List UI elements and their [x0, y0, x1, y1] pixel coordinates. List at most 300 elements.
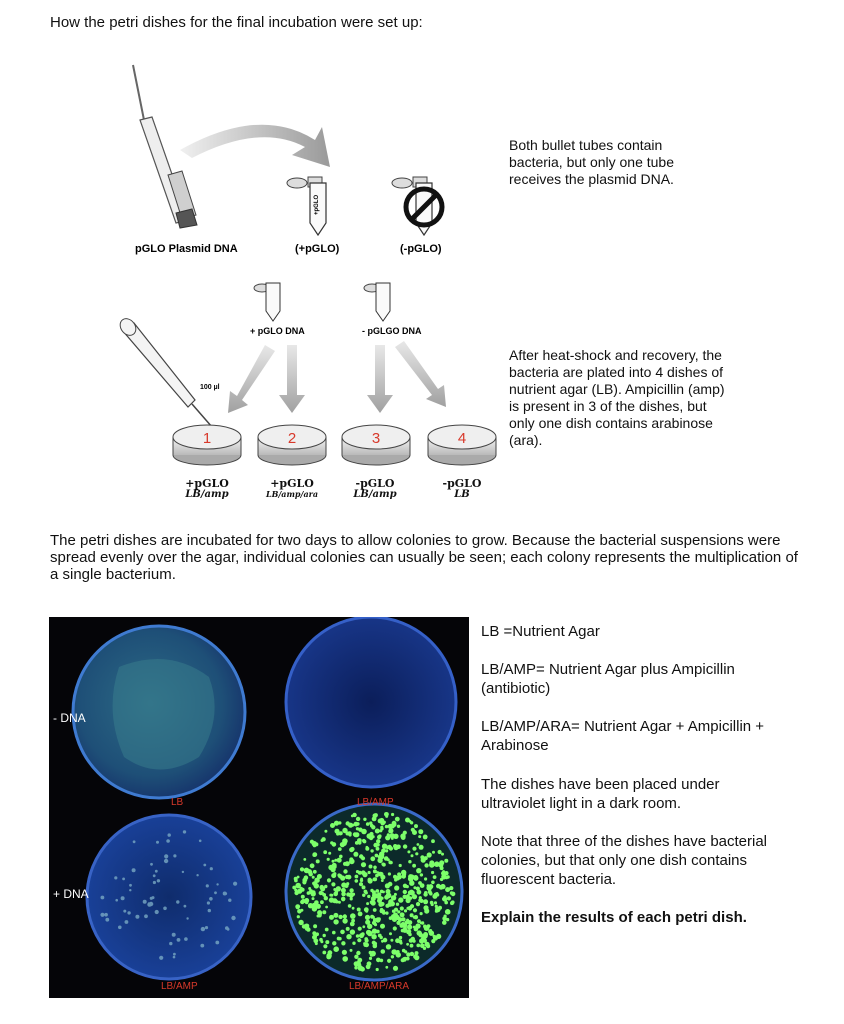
colony-dot — [323, 850, 327, 854]
colony-dot — [385, 911, 388, 914]
colony-dot — [406, 896, 410, 900]
colony-dot — [332, 860, 335, 863]
colony-dot — [412, 894, 417, 899]
colony-dot — [302, 880, 306, 884]
colony-dot — [337, 858, 342, 863]
colony-dot — [400, 942, 403, 945]
colony-dot — [365, 847, 369, 851]
colony-dot — [224, 892, 227, 895]
colony-dot — [320, 900, 324, 904]
colony-dot — [416, 944, 420, 948]
colony-dot — [427, 924, 431, 928]
plate-lbamp-minus — [286, 617, 456, 787]
colony-dot — [362, 925, 365, 928]
colony-dot — [308, 887, 311, 890]
colony-dot — [346, 934, 351, 939]
colony-dot — [294, 891, 298, 895]
colony-dot — [380, 909, 385, 914]
colony-dot — [417, 843, 420, 846]
colony-dot — [327, 858, 330, 861]
colony-dot — [207, 901, 210, 904]
colony-dot — [129, 884, 132, 887]
colony-dot — [367, 895, 370, 898]
colony-dot — [325, 906, 328, 909]
colony-dot — [163, 907, 167, 911]
colony-dot — [384, 895, 389, 900]
colony-dot — [366, 902, 369, 905]
colony-dot — [324, 830, 327, 833]
colony-dot — [368, 871, 371, 874]
colony-dot — [393, 912, 398, 917]
colony-dot — [227, 928, 230, 931]
colony-dot — [432, 851, 435, 854]
colony-dot — [413, 908, 417, 912]
colony-dot — [125, 920, 129, 924]
colony-dot — [391, 837, 394, 840]
colony-dot — [327, 878, 331, 882]
colony-dot — [438, 906, 442, 910]
colony-dot — [311, 890, 315, 894]
colony-dot — [343, 914, 347, 918]
colony-dot — [421, 858, 426, 863]
colony-dot — [416, 887, 420, 891]
colony-dot — [228, 899, 231, 902]
colony-dot — [340, 876, 345, 881]
colony-dot — [429, 860, 434, 865]
note-plating: After heat-shock and recovery, the bacteria are plated into 4 dishes of nutrient agar (LB). Ampicillin (amp) is present in 3 of the dishes, but only one dish contains arabinose (ara). — [509, 347, 725, 448]
colony-dot — [426, 944, 430, 948]
colony-dot — [346, 882, 349, 885]
note-tubes: Both bullet tubes contain bacteria, but only one tube receives the plasmid DNA. — [509, 137, 675, 187]
colony-dot — [320, 940, 323, 943]
colony-dot — [383, 938, 388, 943]
colony-dot — [450, 901, 454, 905]
colony-dot — [361, 870, 366, 875]
colony-dot — [390, 861, 393, 864]
colony-dot — [338, 901, 341, 904]
colony-dot — [159, 956, 163, 960]
colony-dot — [150, 897, 153, 900]
colony-dot — [403, 844, 407, 848]
colony-dot — [301, 895, 305, 899]
colony-dot — [402, 957, 407, 962]
colony-dot — [205, 926, 208, 929]
colony-dot — [369, 951, 373, 955]
colony-dot — [372, 835, 375, 838]
colony-dot — [410, 878, 413, 881]
colony-dot — [418, 835, 421, 838]
colony-dot — [349, 892, 354, 897]
colony-dot — [351, 919, 355, 923]
colony-dot — [382, 844, 387, 849]
plating-pipette — [117, 316, 212, 427]
colony-dot — [322, 910, 326, 914]
colony-dot — [424, 877, 427, 880]
colony-dot — [352, 942, 355, 945]
colony-dot — [376, 930, 380, 934]
colony-dot — [115, 899, 118, 902]
colony-dot — [441, 853, 444, 856]
colony-dot — [376, 889, 380, 893]
colony-dot — [444, 901, 448, 905]
colony-dot — [377, 835, 381, 839]
colony-dot — [408, 860, 411, 863]
colony-dot — [314, 883, 319, 888]
colony-dot — [373, 866, 377, 870]
colony-dot — [361, 932, 365, 936]
colony-dot — [164, 859, 168, 863]
colony-dot — [114, 876, 117, 879]
legend-uv: The dishes have been placed under ultraviolet light in a dark room. — [481, 776, 720, 812]
colony-dot — [434, 901, 437, 904]
tube-minus-dna — [364, 283, 390, 321]
colony-dot — [400, 912, 405, 917]
colony-dot — [310, 863, 315, 868]
colony-dot — [296, 906, 300, 910]
colony-dot — [313, 870, 317, 874]
colony-dot — [303, 858, 306, 861]
colony-dot — [199, 840, 202, 843]
colony-dot — [312, 853, 316, 857]
tube-minus-label: (-pGLO) — [400, 243, 442, 255]
colony-dot — [326, 953, 331, 958]
colony-dot — [305, 924, 308, 927]
colony-dot — [442, 870, 445, 873]
plates-svg — [49, 617, 469, 998]
colony-dot — [375, 829, 380, 834]
colony-dot — [385, 849, 388, 852]
colony-dot — [329, 915, 334, 920]
colony-dot — [210, 867, 213, 870]
colony-dot — [391, 949, 397, 955]
dish-4-caption: -pGLO LB — [442, 477, 482, 500]
colony-dot — [379, 829, 382, 832]
dish-2-caption: +pGLO LB/amp/ara — [265, 477, 319, 499]
colony-dot — [300, 867, 304, 871]
tube-plus-pglo — [287, 177, 326, 235]
colony-dot — [406, 943, 409, 946]
colony-dot — [407, 850, 410, 853]
colony-dot — [332, 931, 336, 935]
colony-dot — [380, 924, 385, 929]
colony-dot — [100, 913, 104, 917]
colony-dot — [381, 949, 386, 954]
colony-dot — [388, 872, 391, 875]
colony-dot — [424, 863, 428, 867]
colony-dot — [350, 913, 356, 919]
colony-dot — [398, 875, 402, 879]
legend-note: Note that three of the dishes have bacterial colonies, but that only one dish contains fluorescent bacteria. — [481, 833, 768, 888]
colony-dot — [355, 875, 359, 879]
colony-dot — [412, 939, 415, 942]
colony-dot — [415, 951, 419, 955]
colony-dot — [450, 891, 454, 895]
colony-dot — [321, 839, 324, 842]
colony-dot — [350, 897, 353, 900]
colony-dot — [440, 878, 443, 881]
colony-dot — [445, 877, 448, 880]
colony-dot — [419, 899, 423, 903]
colony-dot — [424, 891, 428, 895]
row-label-minus-dna: - DNA — [53, 711, 86, 725]
colony-dot — [359, 882, 363, 886]
colony-dot — [449, 886, 453, 890]
colony-dot — [431, 881, 435, 885]
colony-dot — [297, 915, 300, 918]
colony-dot — [333, 872, 336, 875]
colony-dot — [164, 854, 168, 858]
colony-dot — [201, 927, 205, 931]
colony-dot — [429, 892, 433, 896]
colony-dot — [394, 908, 398, 912]
colony-dot — [302, 899, 306, 903]
colony-dot — [216, 883, 218, 885]
plate-label-lb: LB — [171, 797, 184, 808]
colony-dot — [172, 933, 176, 937]
arrow-to-dish-2 — [279, 345, 305, 413]
colony-dot — [365, 891, 368, 894]
colony-dot — [444, 859, 448, 863]
colony-dot — [410, 944, 414, 948]
colony-dot — [356, 951, 360, 955]
colony-dot — [121, 896, 125, 900]
colony-dot — [298, 920, 303, 925]
colony-dot — [177, 938, 181, 942]
tube-plus-label: (+pGLO) — [295, 243, 340, 255]
colony-dot — [396, 903, 399, 906]
colony-dot — [387, 959, 391, 963]
colony-dot — [389, 916, 393, 920]
tube-plus-dna — [254, 283, 280, 321]
colony-dot — [427, 852, 432, 857]
colony-dot — [393, 966, 398, 971]
minus-dna-label: - pGLGO DNA — [362, 326, 422, 336]
colony-dot — [316, 859, 320, 863]
colony-dot — [184, 937, 188, 941]
colony-dot — [359, 854, 363, 858]
colony-dot — [373, 908, 377, 912]
colony-dot — [346, 927, 350, 931]
colony-dot — [313, 924, 317, 928]
setup-diagram — [100, 55, 520, 515]
colony-dot — [416, 902, 420, 906]
plate-label-lbampara: LB/AMP/ARA — [349, 981, 410, 992]
colony-dot — [354, 961, 359, 966]
colony-dot — [422, 933, 427, 938]
colony-dot — [411, 854, 414, 857]
colony-dot — [348, 904, 352, 908]
colony-dot — [341, 882, 346, 887]
colony-dot — [323, 934, 326, 937]
colony-dot — [414, 915, 418, 919]
colony-dot — [144, 914, 148, 918]
colony-dot — [382, 863, 386, 867]
colony-dot — [104, 913, 108, 917]
uv-plates-photo — [49, 617, 469, 998]
colony-dot — [317, 910, 322, 915]
colony-dot — [308, 903, 313, 908]
colony-dot — [380, 936, 383, 939]
colony-dot — [209, 897, 213, 901]
colony-dot — [395, 817, 400, 822]
colony-dot — [355, 879, 359, 883]
colony-dot — [418, 881, 422, 885]
colony-dot — [380, 826, 383, 829]
legend-lbamp: LB/AMP= Nutrient Agar plus Ampicillin (antibiotic) — [481, 661, 735, 697]
colony-dot — [378, 872, 383, 877]
colony-dot — [358, 912, 363, 917]
colony-dot — [153, 881, 156, 884]
colony-dot — [362, 885, 366, 889]
colony-dot — [420, 912, 423, 915]
colony-dot — [324, 885, 327, 888]
colony-dot — [208, 909, 211, 912]
colony-dot — [392, 917, 397, 922]
colony-dot — [335, 829, 340, 834]
svg-text:2: 2 — [287, 430, 297, 447]
colony-dot — [357, 908, 361, 912]
colony-dot — [410, 952, 414, 956]
colony-dot — [350, 949, 353, 952]
colony-dot — [407, 925, 412, 930]
petri-dish-2 — [258, 425, 326, 465]
colony-dot — [438, 850, 442, 854]
colony-dot — [360, 879, 363, 882]
colony-dot — [345, 875, 349, 879]
colony-dot — [215, 941, 219, 945]
colony-dot — [169, 942, 172, 945]
colony-dot — [341, 888, 346, 893]
dish-3-caption: -pGLO LB/amp — [353, 477, 397, 500]
colony-dot — [354, 955, 358, 959]
colony-dot — [385, 904, 389, 908]
colony-dot — [388, 882, 393, 887]
colony-dot — [414, 955, 419, 960]
colony-dot — [380, 890, 384, 894]
colony-dot — [384, 856, 389, 861]
colony-dot — [431, 871, 434, 874]
colony-dot — [337, 873, 341, 877]
colony-dot — [331, 882, 335, 886]
colony-dot — [373, 869, 377, 873]
colony-dot — [310, 840, 314, 844]
colony-dot — [356, 822, 360, 826]
colony-dot — [361, 862, 366, 867]
colony-dot — [373, 877, 377, 881]
colony-dot — [231, 916, 235, 920]
colony-dot — [403, 890, 407, 894]
colony-dot — [438, 863, 443, 868]
colony-dot — [101, 896, 105, 900]
colony-dot — [367, 931, 373, 937]
colony-dot — [319, 885, 324, 890]
colony-dot — [416, 868, 421, 873]
colony-dot — [401, 874, 406, 879]
colony-dot — [411, 828, 415, 832]
question-text: Explain the results of each petri dish. — [481, 909, 747, 926]
colony-dot — [365, 920, 370, 925]
colony-dot — [436, 934, 441, 939]
colony-dot — [390, 901, 395, 906]
colony-dot — [338, 915, 342, 919]
colony-dot — [356, 934, 360, 938]
colony-dot — [390, 939, 393, 942]
colony-dot — [404, 950, 407, 953]
legend-lb: LB =Nutrient Agar — [481, 623, 600, 640]
colony-dot — [369, 957, 372, 960]
colony-dot — [127, 911, 130, 914]
colony-dot — [372, 921, 376, 925]
colony-dot — [386, 944, 391, 949]
colony-dot — [325, 940, 329, 944]
colony-dot — [332, 941, 336, 945]
colony-dot — [434, 893, 438, 897]
colony-dot — [399, 864, 402, 867]
colony-dot — [133, 840, 136, 843]
colony-dot — [389, 932, 392, 935]
colony-dot — [394, 885, 399, 890]
colony-dot — [423, 947, 426, 950]
colony-dot — [374, 942, 378, 946]
colony-dot — [425, 909, 429, 913]
row-label-plus-dna: + DNA — [53, 887, 89, 901]
colony-dot — [364, 907, 369, 912]
colony-dot — [370, 915, 374, 919]
colony-dot — [447, 911, 451, 915]
colony-dot — [312, 897, 315, 900]
colony-dot — [123, 910, 126, 913]
colony-dot — [183, 830, 186, 833]
arrow-to-dish-4 — [395, 341, 446, 407]
colony-dot — [166, 839, 170, 843]
colony-dot — [396, 916, 400, 920]
colony-dot — [376, 839, 380, 843]
colony-dot — [360, 967, 365, 972]
colony-dot — [346, 821, 350, 825]
legend-lbampara: LB/AMP/ARA= Nutrient Agar + Ampicillin + Arabinose — [481, 718, 765, 754]
colony-dot — [328, 852, 331, 855]
colony-dot — [338, 847, 342, 851]
colony-dot — [350, 929, 355, 934]
colony-dot — [398, 897, 403, 902]
colony-dot — [155, 870, 158, 873]
petri-dish-3 — [342, 425, 410, 465]
colony-dot — [370, 889, 373, 892]
transfer-arrow — [180, 125, 330, 167]
colony-dot — [173, 854, 176, 857]
colony-dot — [233, 882, 237, 886]
colony-dot — [342, 950, 347, 955]
colony-dot — [329, 894, 332, 897]
colony-dot — [322, 893, 326, 897]
colony-dot — [294, 877, 298, 881]
colony-dot — [153, 874, 156, 877]
colony-dot — [173, 953, 176, 956]
colony-dot — [397, 825, 400, 828]
incubation-paragraph: The petri dishes are incubated for two days to allow colonies to grow. Because the bacterial suspensions were spread evenly over the agar, individual colonies can usually be seen; each colony represents the multiplication of a single bacterium. — [50, 532, 798, 583]
plasmid-label: pGLO Plasmid DNA — [135, 243, 238, 255]
colony-dot — [323, 944, 327, 948]
colony-dot — [345, 861, 350, 866]
colony-dot — [376, 847, 380, 851]
colony-dot — [346, 832, 350, 836]
colony-dot — [408, 820, 411, 823]
colony-dot — [173, 956, 176, 959]
colony-dot — [214, 891, 217, 894]
colony-dot — [400, 906, 404, 910]
colony-dot — [408, 906, 413, 911]
colony-dot — [370, 824, 374, 828]
